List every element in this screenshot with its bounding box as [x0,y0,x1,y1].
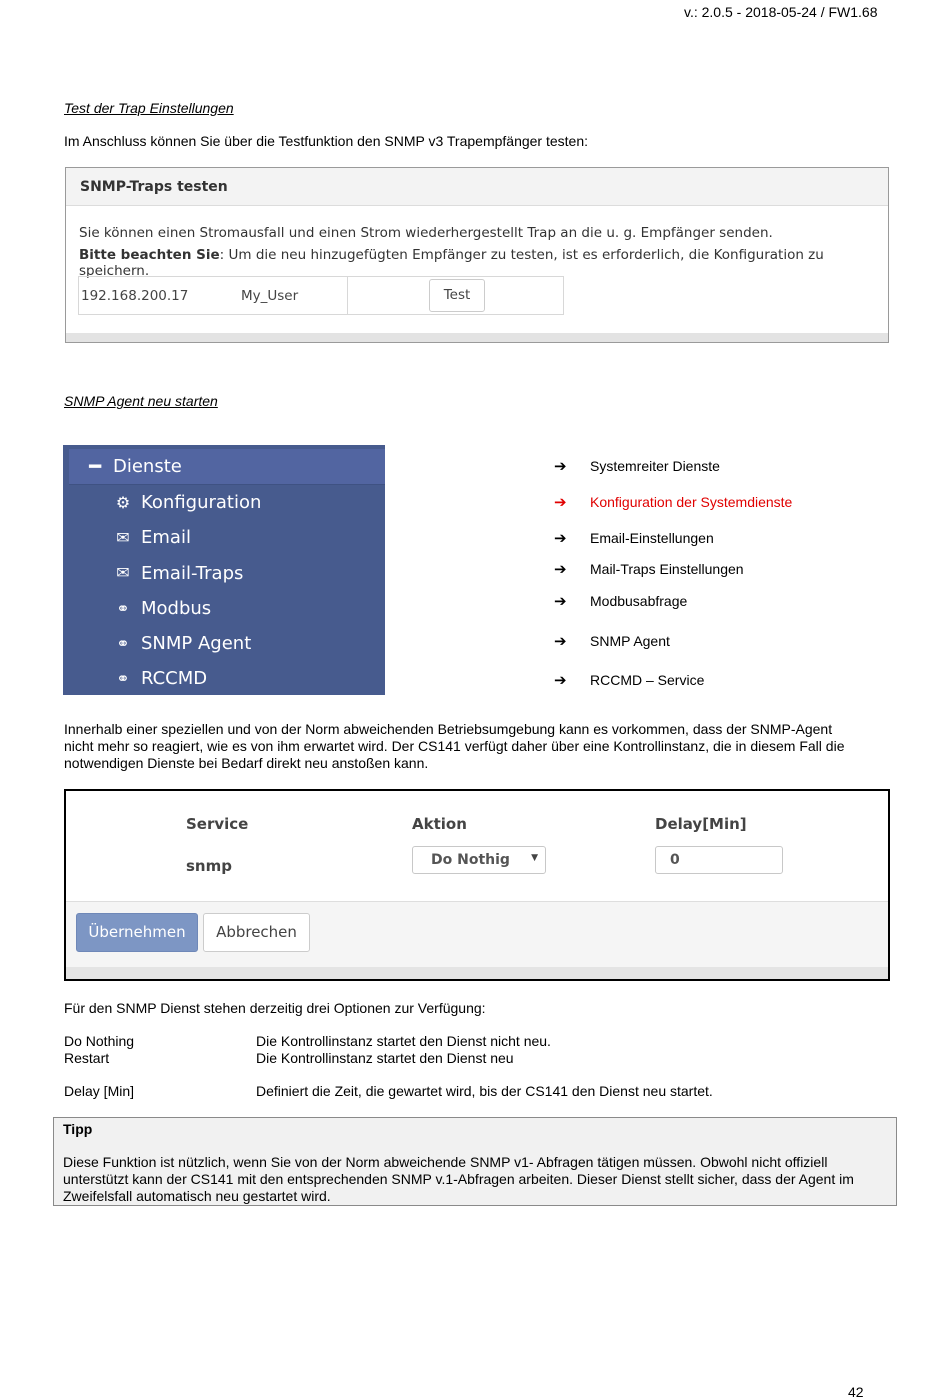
delay-input[interactable]: 0 [655,846,783,874]
panel-note-bold: Bitte beachten Sie [79,247,220,263]
arrow-label-rccmd: RCCMD – Service [590,672,705,688]
arrow-right-icon: ➔ [554,632,567,650]
trap-receiver-row [78,276,564,315]
button-bar [66,902,888,968]
menu-item-label: Email [141,527,191,548]
receiver-ip: 192.168.200.17 [81,288,189,304]
panel-note-text: : Um die neu hinzugefügten Empfänger zu testen, ist es erforderlich, die Konfiguration zu speichern. [79,247,824,279]
tip-line: unterstützt kann der CS141 mit den entsprechenden SNMP v.1-Abfragen arbeiten. Dieser Dienst stellt sicher, dass der Agent im [63,1171,854,1187]
menu-item-label: RCCMD [141,668,208,689]
menu-item-label: Modbus [141,598,212,619]
option-desc: Die Kontrollinstanz startet den Dienst nicht neu. [256,1033,551,1049]
test-button[interactable]: Test [429,279,485,312]
arrow-right-icon: ➔ [554,671,567,689]
apply-button[interactable]: Übernehmen [76,913,198,952]
tip-title: Tipp [63,1121,93,1137]
section-title-agent-restart: SNMP Agent neu starten [64,393,218,409]
tip-body [63,1154,893,1205]
section-title-trap-test: Test der Trap Einstellungen [64,100,234,116]
service-value: snmp [186,857,232,875]
envelope-icon: ✉ [116,563,130,582]
version-header: v.: 2.0.5 - 2018-05-24 / FW1.68 [684,4,878,20]
service-table [66,791,888,902]
column-header-action: Aktion [412,815,467,833]
option-desc: Die Kontrollinstanz startet den Dienst neu [256,1050,514,1066]
menu-item-label: Konfiguration [141,492,262,513]
arrow-label-konfiguration: Konfiguration der Systemdienste [590,494,793,510]
action-select-value: Do Nothig [431,852,510,868]
envelope-icon: ✉ [116,528,130,547]
agent-paragraph [64,721,904,772]
services-menu [63,445,385,695]
panel-footer [66,333,888,342]
paragraph-line: notwendigen Dienste bei Bedarf direkt neu anstoßen kann. [64,755,429,771]
menu-item-label: Email-Traps [141,563,244,584]
service-restart-panel [64,789,890,981]
gear-icon: ⚙ [115,493,131,512]
arrow-label-snmp-agent: SNMP Agent [590,633,670,649]
caret-down-icon: ▼ [531,853,538,863]
arrow-right-icon: ➔ [554,592,567,610]
arrow-right-icon: ➔ [554,493,567,511]
link-icon: ⚭ [116,634,130,653]
menu-head-label: Dienste [113,456,182,477]
tip-line: Diese Funktion ist nützlich, wenn Sie von der Norm abweichende SNMP v1- Abfragen tätigen müssen. Obwohl nicht offiziell [63,1154,828,1170]
paragraph-line: nicht mehr so reagiert, wie es von ihm erwartet wird. Der CS141 verfügt daher über eine Kontrollinstanz, die in diesem Fall die [64,738,845,754]
arrow-right-icon: ➔ [554,560,567,578]
column-header-delay: Delay[Min] [655,815,747,833]
panel-note [79,247,888,279]
arrow-right-icon: ➔ [554,457,567,475]
arrow-label-mail-traps: Mail-Traps Einstellungen [590,561,744,577]
column-header-service: Service [186,815,249,833]
arrow-right-icon: ➔ [554,529,567,547]
snmp-traps-test-panel [65,167,889,343]
arrow-label-systemreiter: Systemreiter Dienste [590,458,720,474]
tip-box [53,1117,897,1206]
option-desc: Definiert die Zeit, die gewartet wird, bis der CS141 den Dienst neu startet. [256,1083,713,1099]
page-number: 42 [848,1384,864,1399]
section-intro: Im Anschluss können Sie über die Testfunktion den SNMP v3 Trapempfänger testen: [64,133,589,149]
receiver-cell [79,277,348,314]
menu-head-dienste[interactable] [69,449,385,485]
paragraph-line: Innerhalb einer speziellen und von der Norm abweichenden Betriebsumgebung kann es vorkommen, dass der SNMP-Agent [64,721,833,737]
menu-item-label: SNMP Agent [141,633,252,654]
option-term: Do Nothing [64,1033,135,1049]
receiver-user: My_User [241,288,299,304]
link-icon: ⚭ [116,669,130,688]
panel-footer [66,967,888,979]
option-term: Delay [Min] [64,1083,135,1099]
option-term: Restart [64,1050,110,1066]
panel-description: Sie können einen Stromausfall und einen Strom wiederhergestellt Trap an die u. g. Empfänger senden. [79,225,773,241]
action-select[interactable] [412,846,546,874]
arrow-label-modbus: Modbusabfrage [590,593,688,609]
minus-icon: ━ [89,454,102,478]
cancel-button[interactable]: Abbrechen [203,913,310,952]
panel-title: SNMP-Traps testen [66,168,888,206]
link-icon: ⚭ [116,599,130,618]
arrow-label-email: Email-Einstellungen [590,530,714,546]
tip-line: Zweifelsfall automatisch neu gestartet wird. [63,1188,331,1204]
options-intro: Für den SNMP Dienst stehen derzeitig drei Optionen zur Verfügung: [64,1000,486,1016]
